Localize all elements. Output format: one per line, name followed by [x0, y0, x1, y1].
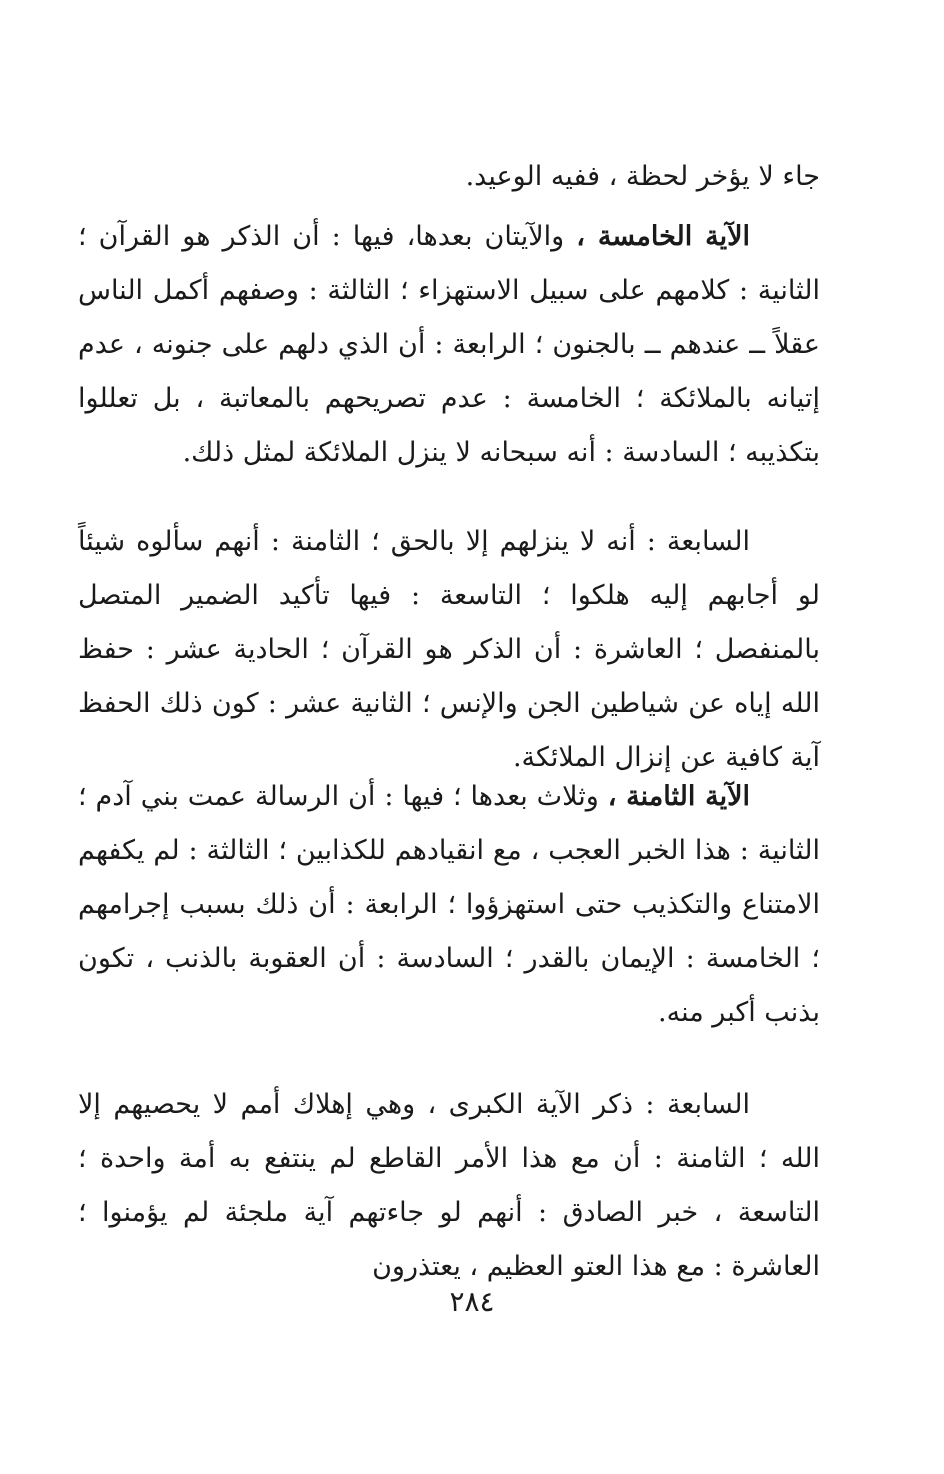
paragraph-1 [78, 210, 820, 480]
paragraph-text: جاء لا يؤخر لحظة ، ففيه الوعيد. [465, 161, 820, 192]
paragraph-3 [78, 770, 820, 1040]
paragraph-lead-heading: الآية الثامنة ، [607, 781, 751, 812]
page-number: ٢٨٤ [449, 1285, 495, 1318]
paragraph-text: السابعة : أنه لا ينزلهم إلا بالحق ؛ الثامنة : أنهم سألوه شيئاً لو أجابهم إليه هلكوا ؛ التاسعة : فيها تأكيد الضمير المتصل بالمنفصل ؛ العاشرة : أن الذكر هو القرآن ؛ الحادية عشر : حفظ الله إياه عن شياطين الجن والإنس ؛ الثانية عشر : كون ذلك الحفظ آية كافية عن إنزال الملائكة. [78, 526, 820, 773]
paragraph-2 [78, 515, 820, 785]
paragraph-text: السابعة : ذكر الآية الكبرى ، وهي إهلاك أمم لا يحصيهم إلا الله ؛ الثامنة : أن مع هذا الأمر القاطع لم ينتفع به أمة واحدة ؛ التاسعة ، خبر الصادق : أنهم لو جاءتهم آية ملجئة لم يؤمنوا ؛ العاشرة : مع هذا العتو العظيم ، يعتذرون [78, 1089, 820, 1282]
paragraph-text: وثلاث بعدها ؛ فيها : أن الرسالة عمت بني آدم ؛ الثانية : هذا الخبر العجب ، مع انقيادهم للكذابين ؛ الثالثة : لم يكفهم الامتناع والتكذيب حتى استهزؤوا ؛ الرابعة : أن ذلك بسبب إجرامهم ؛ الخامسة : الإيمان بالقدر ؛ السادسة : أن العقوبة بالذنب ، تكون بذنب أكبر منه. [78, 781, 820, 1028]
paragraph-text: والآيتان بعدها، فيها : أن الذكر هو القرآن ؛ الثانية : كلامهم على سبيل الاستهزاء ؛ الثالثة : وصفهم أكمل الناس عقلاً ــ عندهم ــ بالجنون ؛ الرابعة : أن الذي دلهم على جنونه ، عدم إتيانه بالملائكة ؛ الخامسة : عدم تصريحهم بالمعاتبة ، بل تعللوا بتكذيبه ؛ السادسة : أنه سبحانه لا ينزل الملائكة لمثل ذلك. [78, 221, 820, 468]
paragraph-0 [78, 150, 820, 204]
paragraph-4 [78, 1078, 820, 1294]
paragraph-lead-heading: الآية الخامسة ، [576, 221, 750, 252]
